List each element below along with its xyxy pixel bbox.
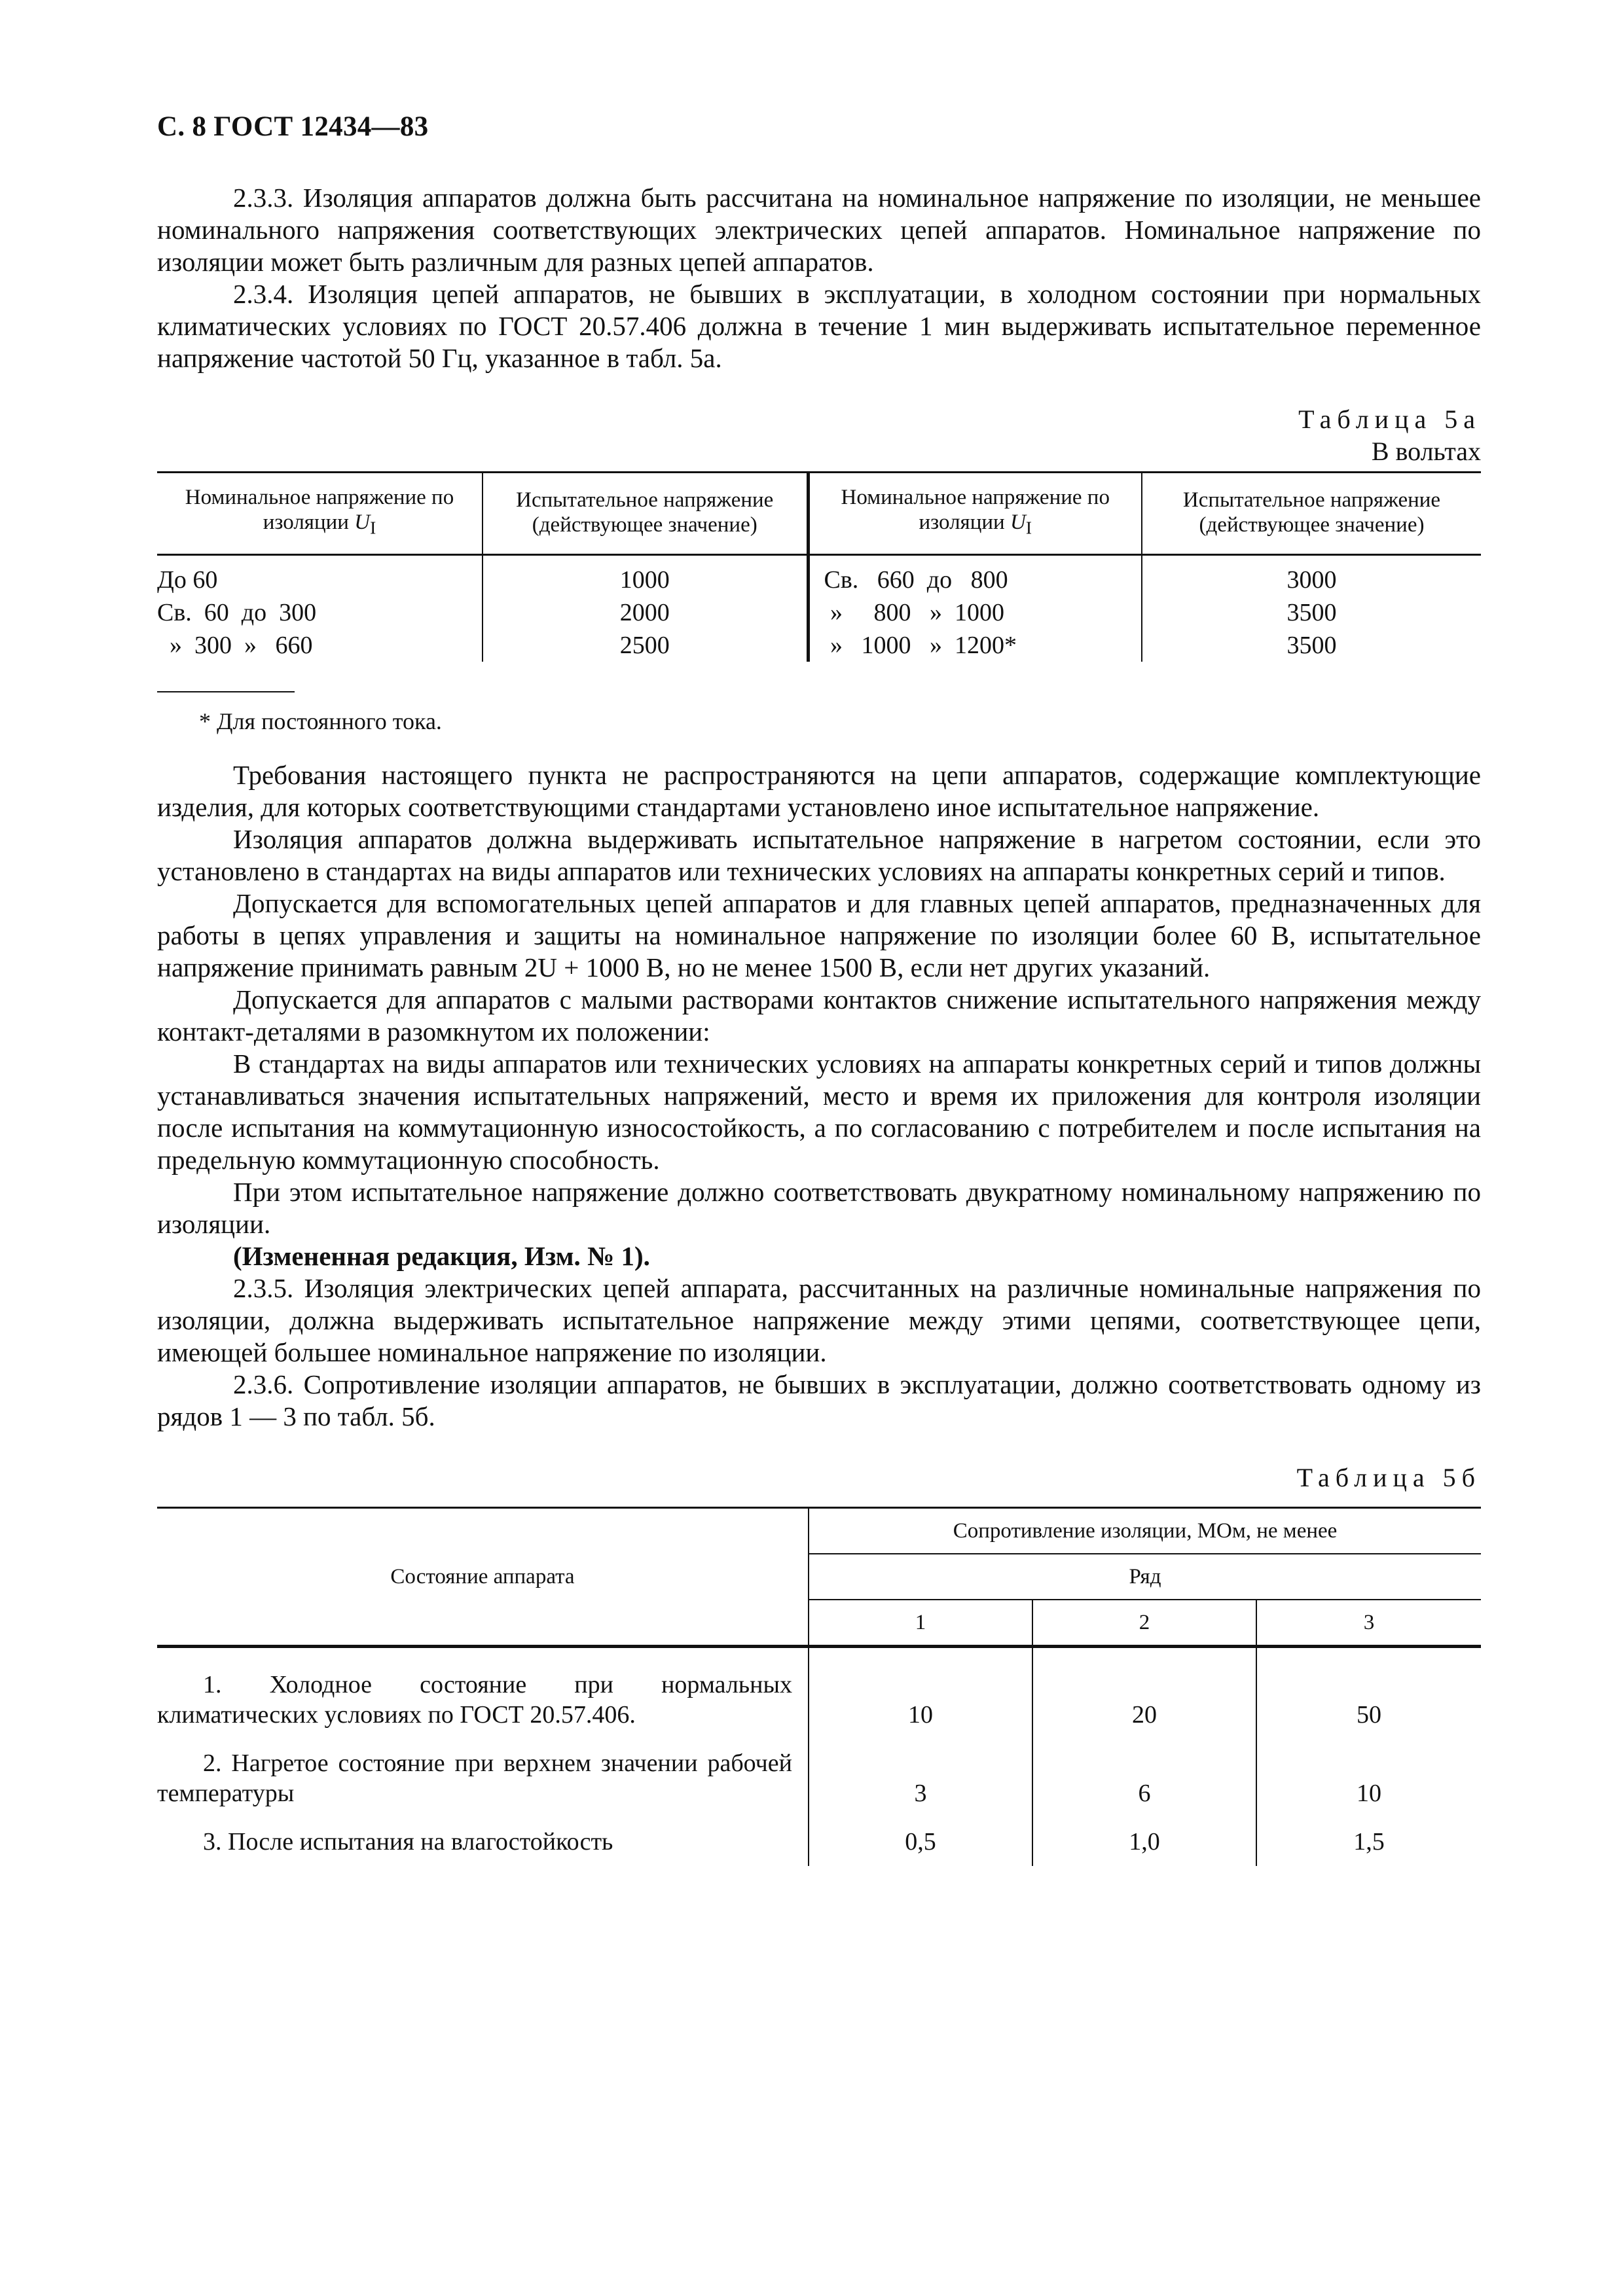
header-row-number: 2 xyxy=(1032,1600,1256,1647)
paragraph-2-3-4: 2.3.4. Изоляция цепей аппаратов, не бывших в эксплуатации, в холодном состоянии при нормальных климатических условиях по ГОСТ 20.57.406 должна в течение 1 мин выдерживать испытательное переменное напряжение частотой 50 Гц, указанное в табл. 5а. xyxy=(157,279,1481,373)
header-nominal-text: Номинальное напряжение по изоляции xyxy=(185,486,454,534)
table-5a-caption xyxy=(157,403,1481,435)
paragraph-2-3-3: 2.3.3. Изоляция аппаратов должна быть рассчитана на номинальное напряжение по изоляции, не меньшее номинального напряжения соответствующих электрических цепей аппаратов. Номинальное напряжение по изоляции может быть различным для разных цепей аппаратов. xyxy=(157,183,1481,277)
header-row-number: 3 xyxy=(1256,1600,1481,1647)
page-header: С. 8 ГОСТ 12434—83 xyxy=(157,111,429,142)
table-5b-caption xyxy=(157,1462,1481,1494)
header-test-voltage-right: Испытательное напряжение (действующее значение) xyxy=(1142,473,1481,555)
table-cell xyxy=(157,554,483,662)
header-insulation-resistance: Сопротивление изоляции, МОм, не менее xyxy=(809,1507,1481,1554)
header-nominal-subscript: I xyxy=(1025,517,1032,538)
voltage-value: 3500 xyxy=(1286,598,1337,626)
table-cell-state: 1. Холодное состояние при нормальных климатических условиях по ГОСТ 20.57.406. xyxy=(157,1671,792,1729)
range-value: » 300 » 660 xyxy=(157,631,313,659)
footnote-divider xyxy=(157,691,295,692)
table-cell-value: 10 xyxy=(1256,1739,1481,1818)
table-cell xyxy=(483,554,808,662)
paragraph: Требования настоящего пункта не распространяются на цепи аппаратов, содержащие комплектующие изделия, для которых соответствующими стандартами установлено иное испытательное напряжение. xyxy=(157,759,1481,822)
range-value: Св. 660 до 800 xyxy=(824,565,1008,594)
header-row-number: 1 xyxy=(809,1600,1032,1647)
table-cell-value: 1,0 xyxy=(1032,1818,1256,1866)
table-cell xyxy=(1142,554,1481,662)
table-row xyxy=(157,1739,1481,1818)
document-page xyxy=(157,110,1481,1866)
table-5a-units: В вольтах xyxy=(1371,437,1481,466)
paragraph-2-3-5: 2.3.5. Изоляция электрических цепей аппарата, рассчитанных на различные номинальные напряжения по изоляции, должна выдерживать испытательное напряжение между этими цепями, соответствующее цепи, имеющей большее номинальное напряжение по изоляции. xyxy=(157,1272,1481,1367)
paragraph: При этом испытательное напряжение должно соответствовать двукратному номинальному напряжению по изоляции. xyxy=(157,1176,1481,1239)
voltage-value: 2000 xyxy=(619,598,670,626)
paragraph-2-3-6: 2.3.6. Сопротивление изоляции аппаратов, не бывших в эксплуатации, должно соответствовать одному из рядов 1 — 3 по табл. 5б. xyxy=(157,1369,1481,1431)
range-value: Св. 60 до 300 xyxy=(157,598,317,626)
range-value: До 60 xyxy=(157,565,218,594)
voltage-value: 2500 xyxy=(619,631,670,659)
table-cell-value: 6 xyxy=(1032,1739,1256,1818)
header-nominal-text: Номинальное напряжение по изоляции xyxy=(841,486,1110,534)
paragraph: Допускается для вспомогательных цепей аппаратов и для главных цепей аппаратов, предназначенных для работы в цепях управления и защиты на номинальное напряжение по изоляции более 60 В, испытательное напряжение принимать равным 2U + 1000 В, но не менее 1500 В, если нет других указаний. xyxy=(157,888,1481,982)
amendment-note: (Измененная редакция, Изм. № 1). xyxy=(233,1240,650,1271)
table-cell xyxy=(808,554,1142,662)
table-5b-title: Таблица 5б xyxy=(1296,1462,1481,1492)
table-5a-title: Таблица 5а xyxy=(1298,404,1481,434)
table-cell-value: 3 xyxy=(809,1739,1032,1818)
table-cell-value: 0,5 xyxy=(809,1818,1032,1866)
range-value: » 1000 » 1200* xyxy=(824,631,1017,659)
voltage-value: 1000 xyxy=(619,565,670,594)
voltage-value: 3000 xyxy=(1286,565,1337,594)
table-cell-state: 3. После испытания на влагостойкость xyxy=(203,1828,613,1856)
footnote: * Для постоянного тока. xyxy=(199,708,442,734)
table-cell-value: 10 xyxy=(809,1660,1032,1739)
header-apparatus-state: Состояние аппарата xyxy=(157,1507,809,1646)
header-nominal-voltage-right xyxy=(808,473,1142,555)
header-nominal-voltage-left xyxy=(157,473,483,555)
table-row xyxy=(157,1660,1481,1739)
range-value: » 800 » 1000 xyxy=(824,598,1004,626)
table-cell-value: 50 xyxy=(1256,1660,1481,1739)
header-test-voltage-left: Испытательное напряжение (действующее значение) xyxy=(483,473,808,555)
table-cell-value: 20 xyxy=(1032,1660,1256,1739)
table-5a xyxy=(157,471,1481,662)
table-row xyxy=(157,1818,1481,1866)
voltage-value: 3500 xyxy=(1286,631,1337,659)
table-row xyxy=(157,554,1481,662)
table-cell-state: 2. Нагретое состояние при верхнем значении рабочей температуры xyxy=(157,1749,792,1808)
table-5b xyxy=(157,1507,1481,1867)
header-nominal-subscript: I xyxy=(370,517,376,538)
paragraph: Изоляция аппаратов должна выдерживать испытательное напряжение в нагретом состоянии, если это установлено в стандартах на виды аппаратов или технических условиях на аппараты конкретных серий и типов. xyxy=(157,823,1481,886)
paragraph: Допускается для аппаратов с малыми растворами контактов снижение испытательного напряжения между контакт-деталями в разомкнутом их положении: xyxy=(157,984,1481,1047)
header-nominal-symbol: U xyxy=(1010,511,1026,534)
table-cell-value: 1,5 xyxy=(1256,1818,1481,1866)
paragraph: В стандартах на виды аппаратов или технических условиях на аппараты конкретных серий и типов должны устанавливаться значения испытательных напряжений, место и время их приложения для контроля изоляции после испытания на коммутационную износостойкость, а по согласованию с потребителем и после испытания на предельную коммутационную способность. xyxy=(157,1048,1481,1175)
header-row-label: Ряд xyxy=(809,1554,1481,1600)
header-nominal-symbol: U xyxy=(354,511,371,534)
